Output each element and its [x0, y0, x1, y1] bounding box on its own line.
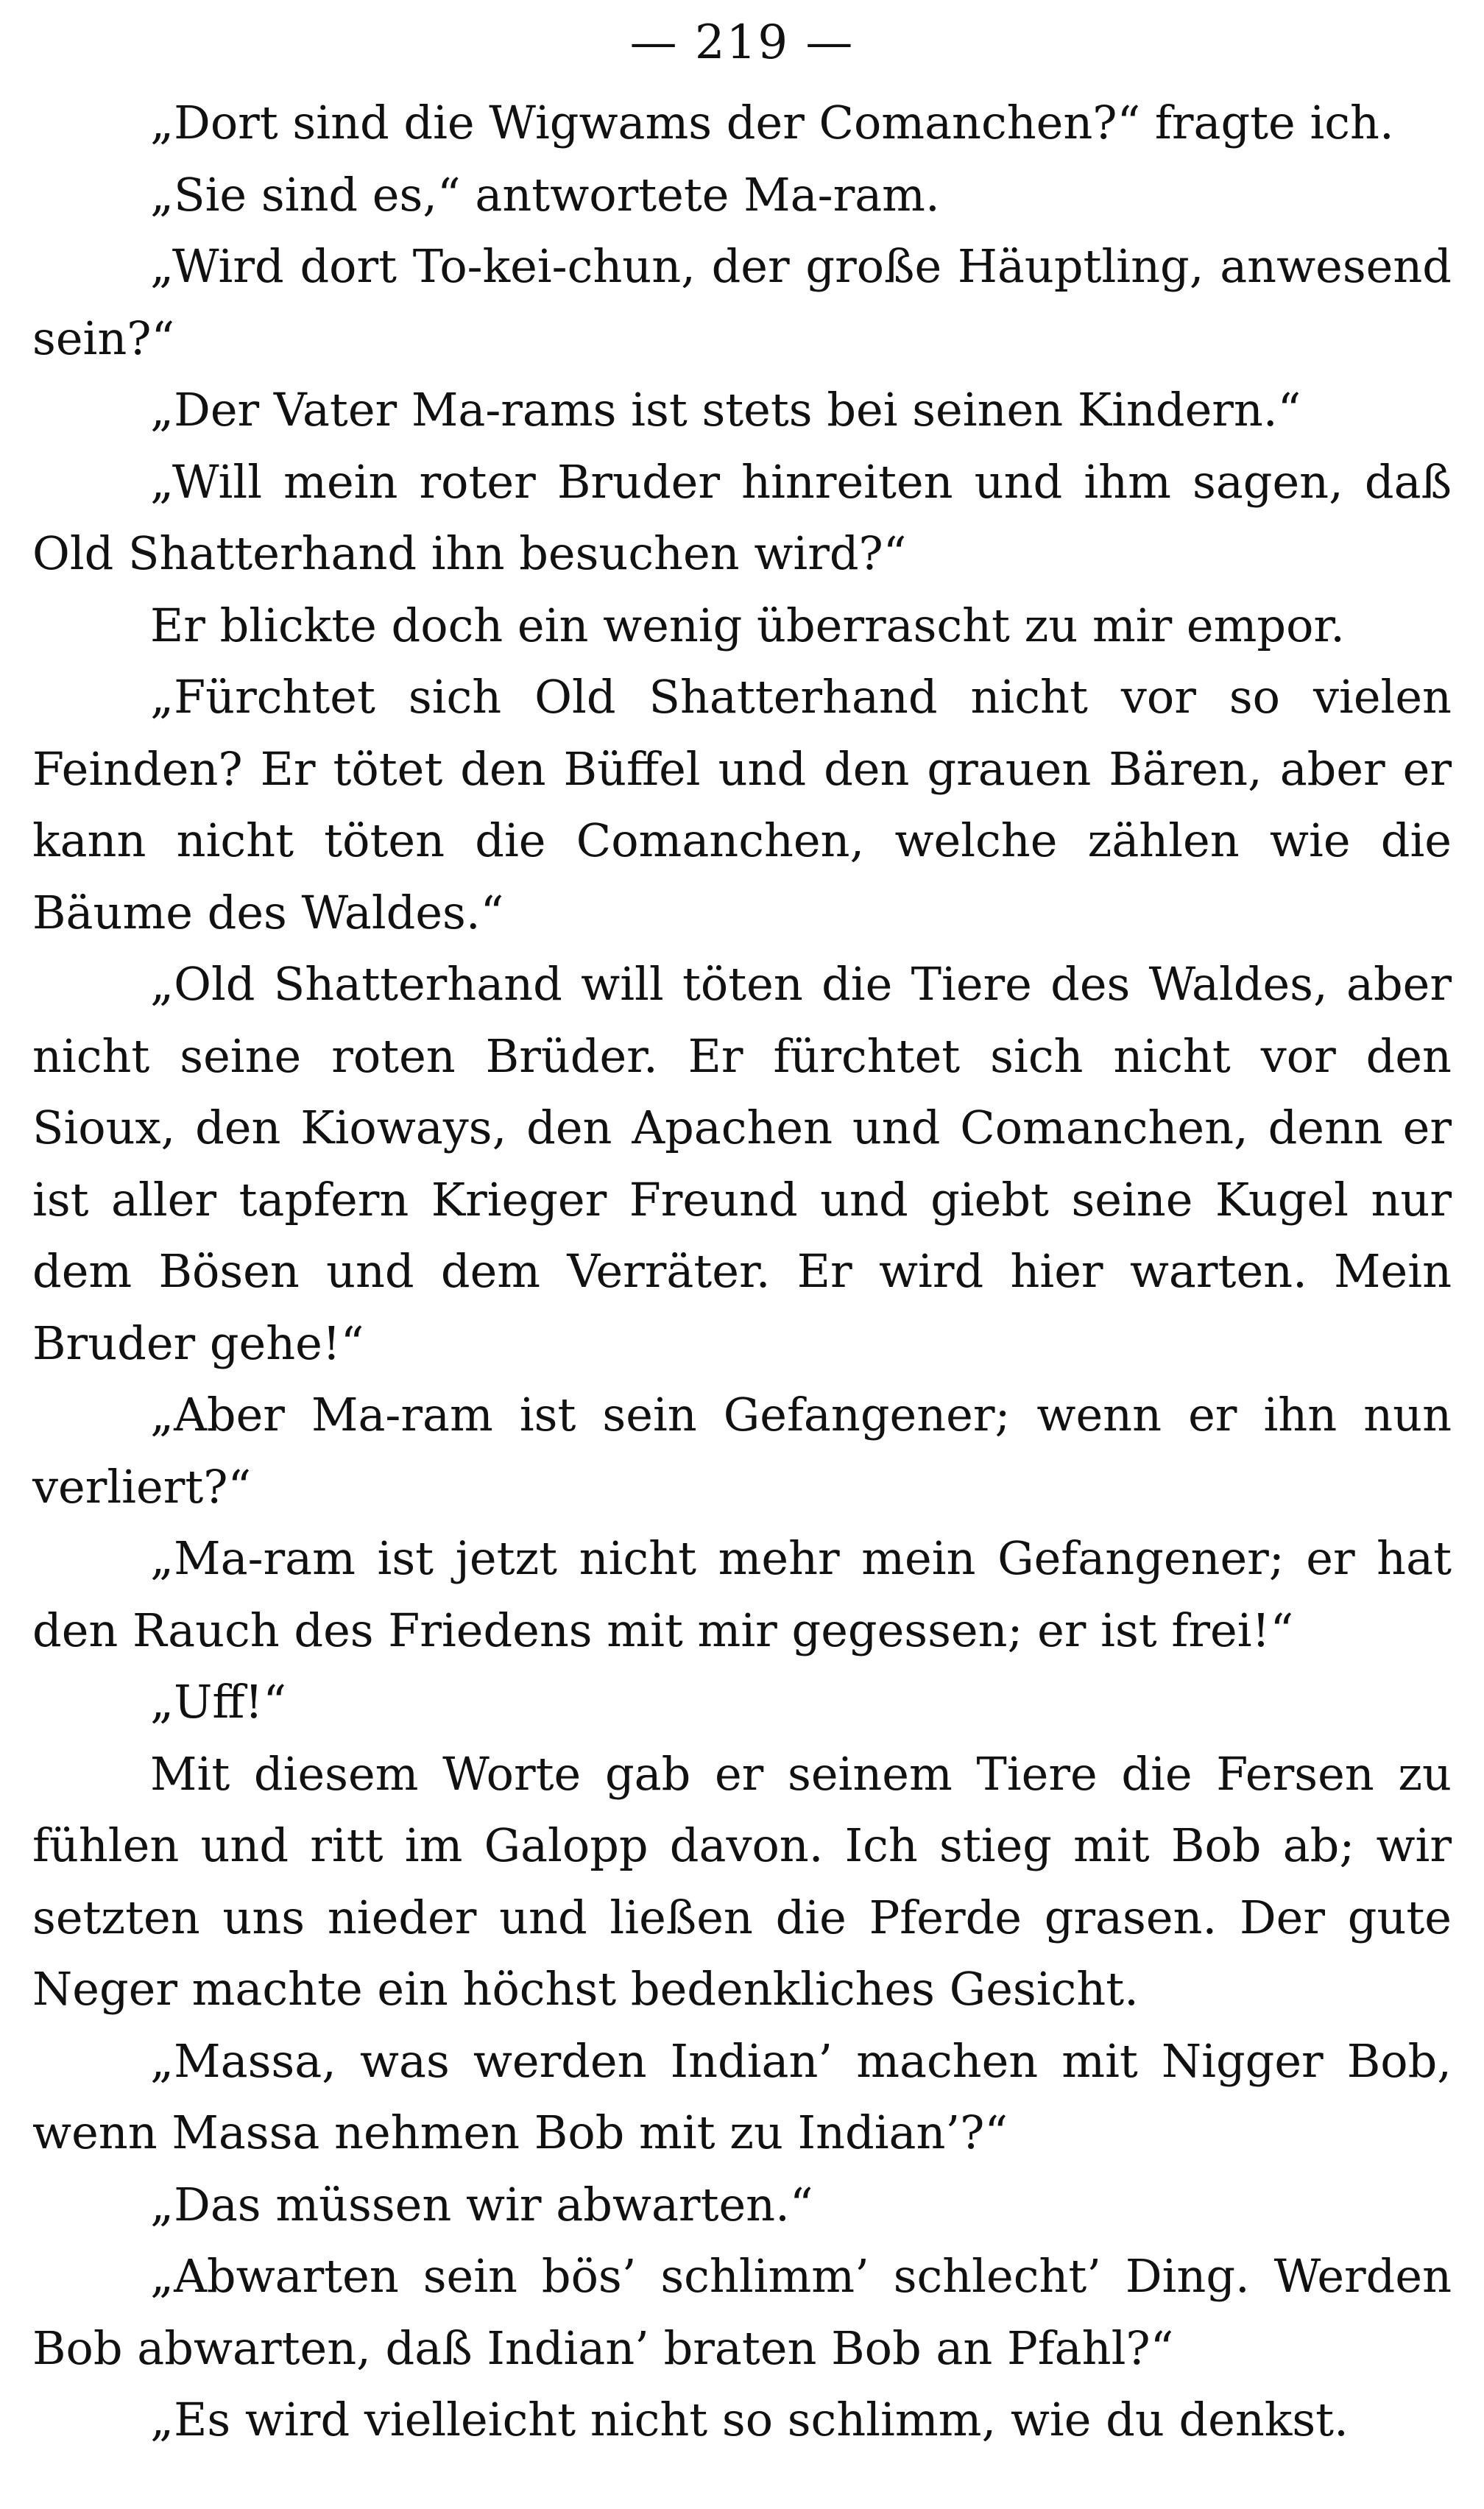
paragraph: „Dort sind die Wigwams der Comanchen?“ fragte ich. [150, 96, 1394, 149]
paragraph: „Sie sind es,“ antwortete Ma-ram. [150, 167, 940, 222]
paragraph: „Old Shatterhand will töten die Tiere des Waldes, aber nicht seine roten Brüder. Er fürchtet sich nicht vor den Sioux, den Kioways, den Apachen und Comanchen, denn er ist aller tapfern Krieger Freund und giebt seine Kugel nur dem Bösen und dem Verräter. Er wird hier warten. Mein Bruder gehe!“ [32, 957, 1452, 1370]
paragraph: „Aber Ma-ram ist sein Gefangener; wenn er ihn nun verliert?“ [32, 1388, 1452, 1514]
body-text [32, 87, 1452, 2456]
paragraph: „Es wird vielleicht nicht so schlimm, wie du denkst. [150, 2393, 1349, 2446]
paragraph: „Abwarten sein bös’ schlimm’ schlecht’ Ding. Werden Bob abwarten, daß Indian’ braten Bob an Pfahl?“ [32, 2249, 1452, 2375]
paragraph: „Will mein roter Bruder hinreiten und ihm sagen, daß Old Shatterhand ihn besuchen wird?“ [32, 454, 1452, 580]
paragraph: Er blickte doch ein wenig überrascht zu mir empor. [150, 598, 1345, 652]
paragraph: „Wird dort To-kei-chun, der große Häuptling, anwesend sein?“ [32, 239, 1452, 365]
paragraph: „Fürchtet sich Old Shatterhand nicht vor so vielen Feinden? Er tötet den Büffel und den grauen Bären, aber er kann nicht töten die Comanchen, welche zählen wie die Bäume des Waldes.“ [32, 670, 1452, 939]
page-number: — 219 — [629, 15, 855, 70]
paragraph: „Das müssen wir abwarten.“ [150, 2177, 813, 2231]
paragraph: Mit diesem Worte gab er seinem Tiere die Fersen zu fühlen und ritt im Galopp davon. Ich stieg mit Bob ab; wir setzten uns nieder und ließen die Pferde grasen. Der gute Neger machte ein höchst bedenkliches Gesicht. [32, 1746, 1452, 2016]
paragraph: „Der Vater Ma-rams ist stets bei seinen Kindern.“ [150, 383, 1301, 437]
paragraph: „Massa, was werden Indian’ machen mit Nigger Bob, wenn Massa nehmen Bob mit zu Indian’?“ [32, 2033, 1452, 2159]
paragraph: „Ma-ram ist jetzt nicht mehr mein Gefangener; er hat den Rauch des Friedens mit mir gegessen; er ist frei!“ [32, 1531, 1452, 1657]
paragraph: „Uff!“ [150, 1675, 287, 1729]
